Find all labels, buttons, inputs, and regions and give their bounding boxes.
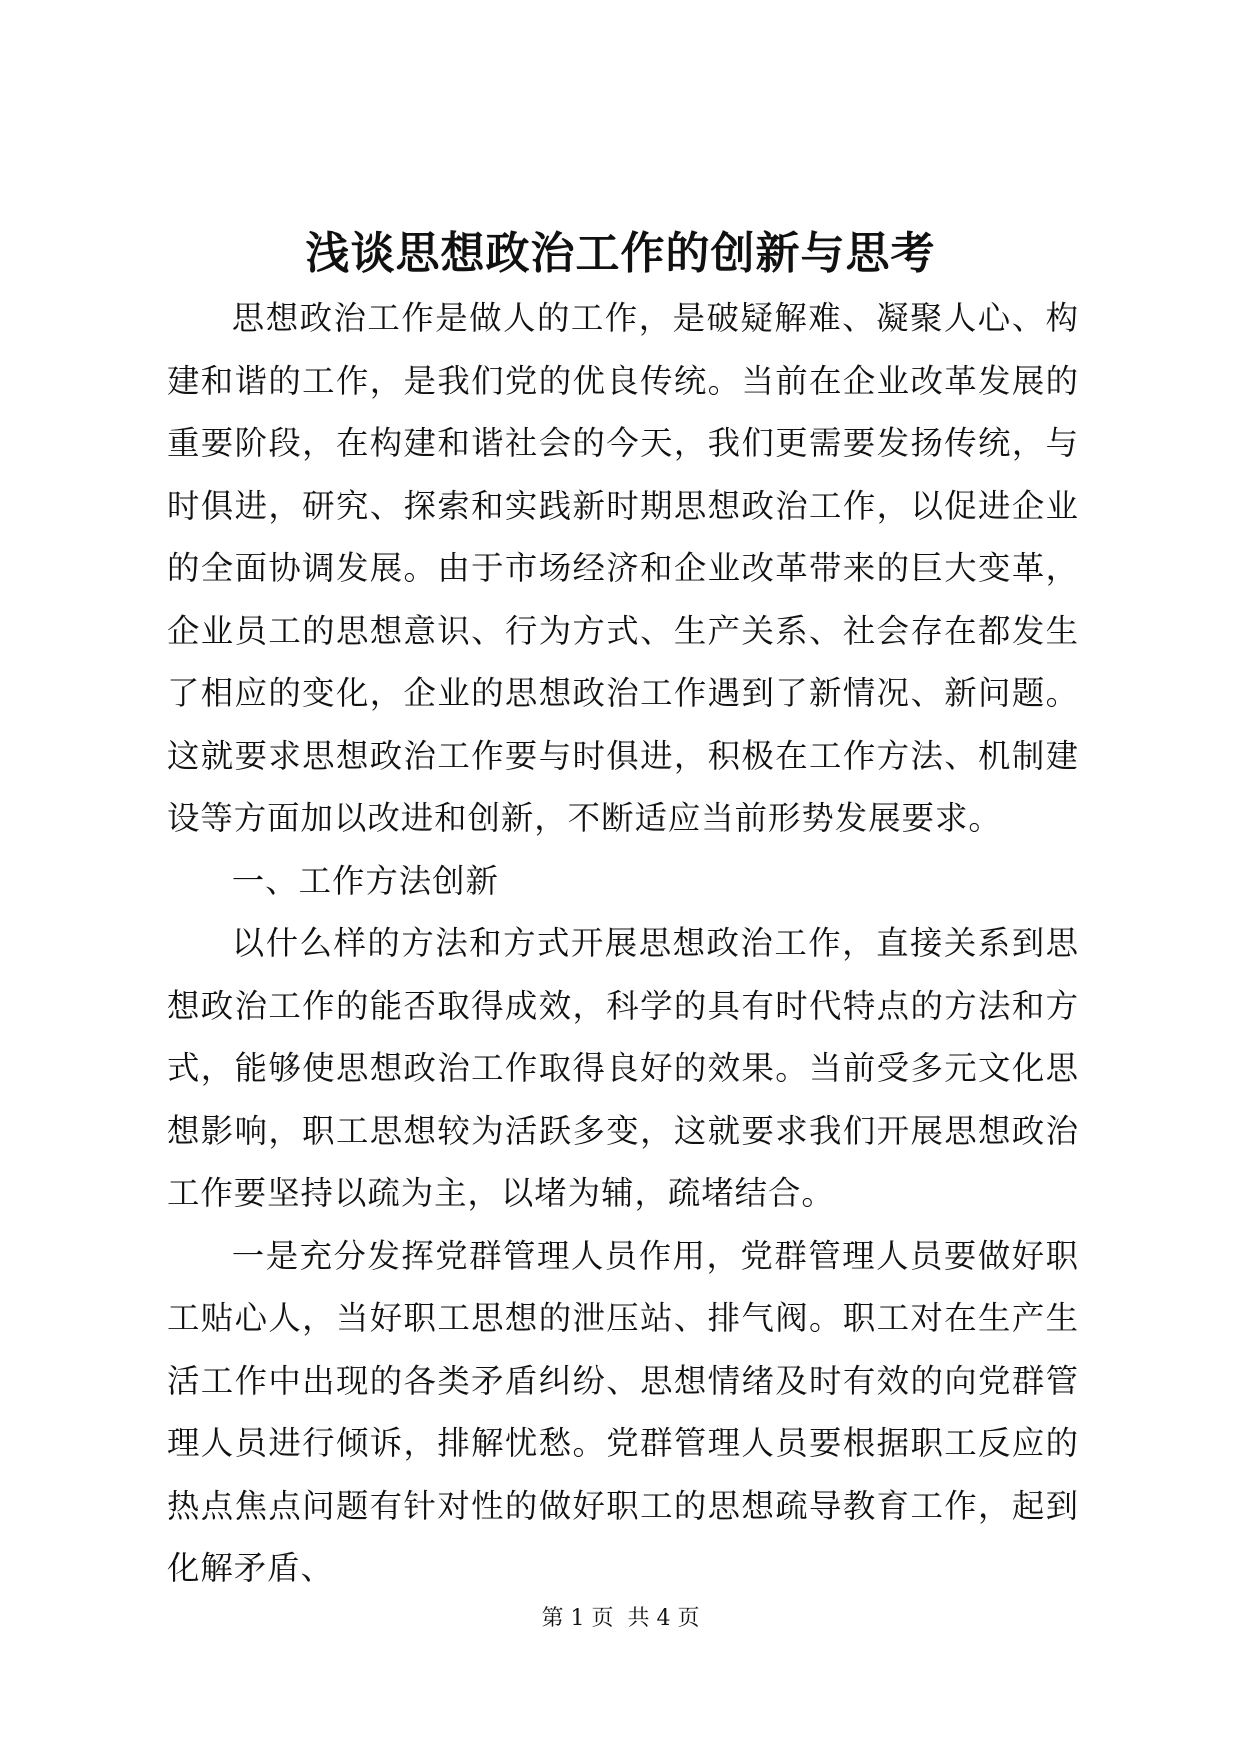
document-body bbox=[167, 287, 1079, 1600]
document-title: 浅谈思想政治工作的创新与思考 bbox=[305, 228, 936, 279]
section-heading: 一、工作方法创新 bbox=[231, 861, 499, 900]
paragraph-first-point: 一是充分发挥党群管理人员作用，党群管理人员要做好职工贴心人，当好职工思想的泄压站、排气阀。职工对在生产生活工作中出现的各类矛盾纠纷、思想情绪及时有效的向党群管理人员进行倾诉，排解忧愁。党群管理人员要根据职工反应的热点焦点问题有针对性的做好职工的思想疏导教育工作，起到化解矛盾、 bbox=[167, 1236, 1079, 1587]
page-number-label: 第 1 页 共 4 页 bbox=[541, 1606, 700, 1631]
paragraph-method: 以什么样的方法和方式开展思想政治工作，直接关系到思想政治工作的能否取得成效，科学的具有时代特点的方法和方式，能够使思想政治工作取得良好的效果。当前受多元文化思想影响，职工思想较为活跃多变，这就要求我们开展思想政治工作要坚持以疏为主，以堵为辅，疏堵结合。 bbox=[167, 924, 1079, 1212]
paragraph-intro: 思想政治工作是做人的工作，是破疑解难、凝聚人心、构建和谐的工作，是我们党的优良传统。当前在企业改革发展的重要阶段，在构建和谐社会的今天，我们更需要发扬传统，与时俱进，研究、探索和实践新时期思想政治工作，以促进企业的全面协调发展。由于市场经济和企业改革带来的巨大变革，企业员工的思想意识、行为方式、生产关系、社会存在都发生了相应的变化，企业的思想政治工作遇到了新情况、新问题。这就要求思想政治工作要与时俱进，积极在工作方法、机制建设等方面加以改进和创新，不断适应当前形势发展要求。 bbox=[167, 299, 1079, 837]
page-footer bbox=[0, 1604, 1241, 1634]
